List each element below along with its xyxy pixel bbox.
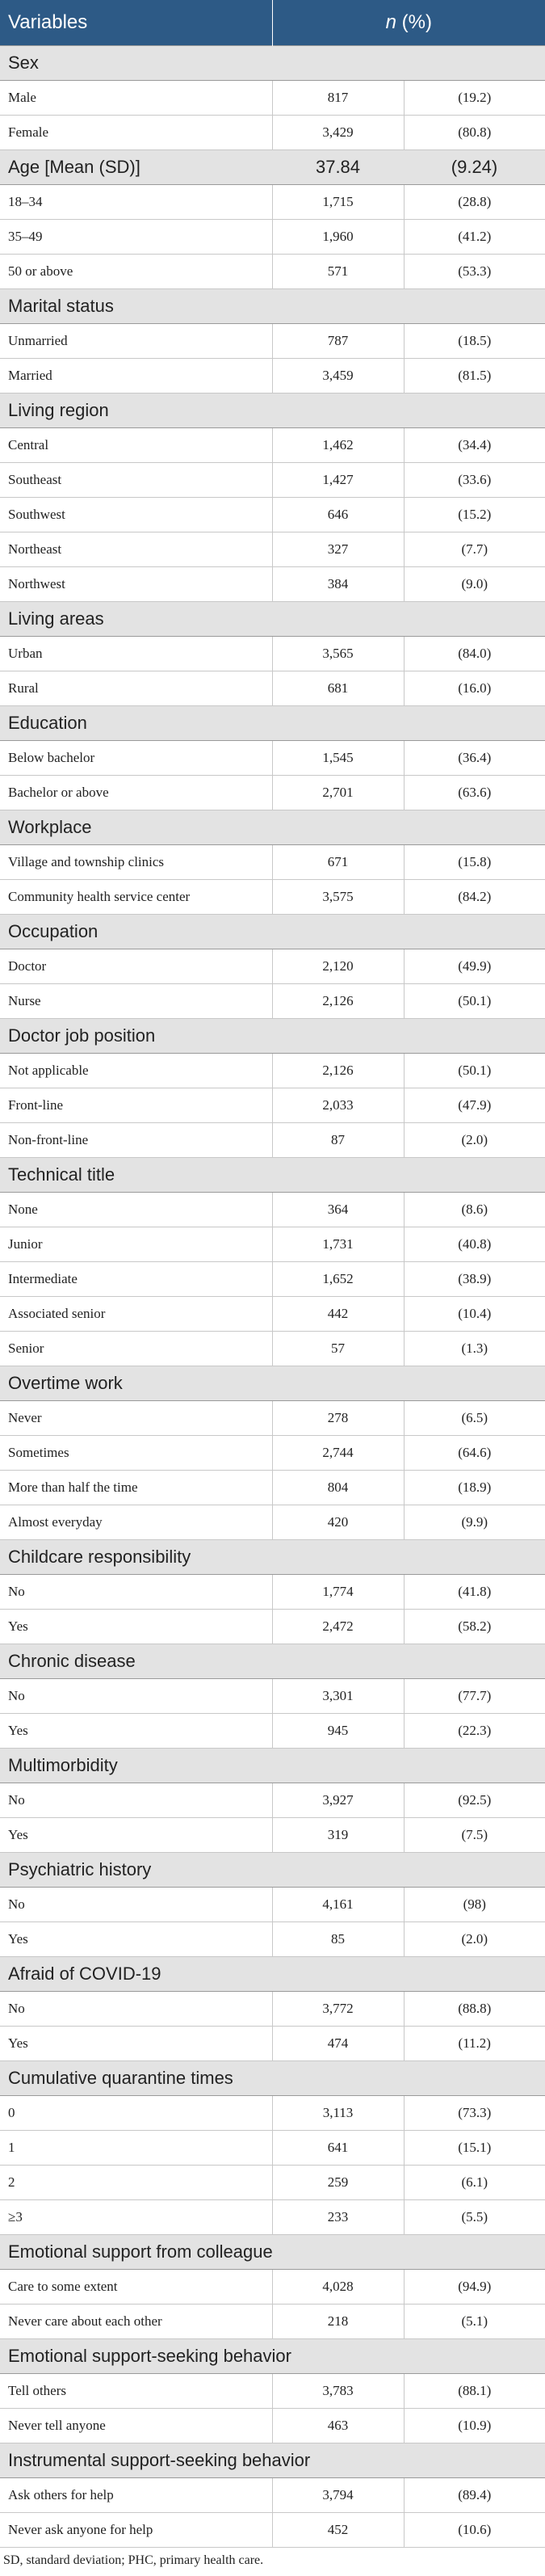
- row-label: Never: [0, 1401, 272, 1436]
- row-n-value: 384: [272, 567, 404, 602]
- row-n-value: 259: [272, 2166, 404, 2200]
- table-row: [0, 1123, 545, 1158]
- table-row: [0, 671, 545, 706]
- row-n-value: 2,126: [272, 1054, 404, 1088]
- table-row: [0, 1471, 545, 1505]
- section-title: Emotional support-seeking behavior: [0, 2339, 545, 2374]
- row-label: Sometimes: [0, 1436, 272, 1471]
- table-row: [0, 1505, 545, 1540]
- row-pct-value: (92.5): [404, 1783, 545, 1818]
- row-pct-value: (84.0): [404, 637, 545, 671]
- row-label: Intermediate: [0, 1262, 272, 1297]
- row-pct-value: (47.9): [404, 1088, 545, 1123]
- row-label: Southwest: [0, 498, 272, 532]
- row-pct-value: (36.4): [404, 741, 545, 776]
- table-row: [0, 359, 545, 394]
- section-title: Instrumental support-seeking behavior: [0, 2443, 545, 2478]
- row-pct-value: (94.9): [404, 2270, 545, 2305]
- row-pct-value: (63.6): [404, 776, 545, 810]
- table-row: [0, 1888, 545, 1922]
- table-row: [0, 81, 545, 116]
- row-pct-value: (10.9): [404, 2409, 545, 2443]
- row-n-value: 278: [272, 1401, 404, 1436]
- table-row: [0, 1401, 545, 1436]
- row-label: Northwest: [0, 567, 272, 602]
- row-label: Doctor: [0, 949, 272, 984]
- row-pct-value: (5.5): [404, 2200, 545, 2235]
- row-pct-value: (73.3): [404, 2096, 545, 2131]
- row-label: No: [0, 1679, 272, 1714]
- section-header-row: [0, 1540, 545, 1575]
- section-title: Technical title: [0, 1158, 545, 1193]
- section-title: Sex: [0, 46, 545, 81]
- row-n-value: 3,301: [272, 1679, 404, 1714]
- row-label: No: [0, 1575, 272, 1610]
- row-pct-value: (50.1): [404, 1054, 545, 1088]
- row-label: 2: [0, 2166, 272, 2200]
- row-n-value: 87: [272, 1123, 404, 1158]
- row-pct-value: (28.8): [404, 185, 545, 220]
- row-pct-value: (10.4): [404, 1297, 545, 1332]
- row-n-value: 3,113: [272, 2096, 404, 2131]
- section-header-row: [0, 1853, 545, 1888]
- row-pct-value: (5.1): [404, 2305, 545, 2339]
- table-row: [0, 2200, 545, 2235]
- row-n-value: 474: [272, 2027, 404, 2061]
- row-label: Bachelor or above: [0, 776, 272, 810]
- table-row: [0, 1262, 545, 1297]
- row-label: 18–34: [0, 185, 272, 220]
- row-label: Non-front-line: [0, 1123, 272, 1158]
- table-row: [0, 2478, 545, 2513]
- row-pct-value: (84.2): [404, 880, 545, 915]
- row-label: Below bachelor: [0, 741, 272, 776]
- table-row: [0, 2374, 545, 2409]
- table-row: [0, 2131, 545, 2166]
- section-title: Marital status: [0, 289, 545, 324]
- table-row: [0, 949, 545, 984]
- row-pct-value: (38.9): [404, 1262, 545, 1297]
- row-pct-value: (50.1): [404, 984, 545, 1019]
- row-n-value: 817: [272, 81, 404, 116]
- row-pct-value: (88.8): [404, 1992, 545, 2027]
- row-label: Yes: [0, 1818, 272, 1853]
- row-n-value: 327: [272, 532, 404, 567]
- table-row: [0, 845, 545, 880]
- section-header-row: [0, 915, 545, 949]
- section-header-row: [0, 1158, 545, 1193]
- row-pct-value: (33.6): [404, 463, 545, 498]
- row-n-value: 2,701: [272, 776, 404, 810]
- row-n-value: 452: [272, 2513, 404, 2548]
- row-n-value: 641: [272, 2131, 404, 2166]
- section-title: Chronic disease: [0, 1644, 545, 1679]
- row-label: Associated senior: [0, 1297, 272, 1332]
- section-title: Workplace: [0, 810, 545, 845]
- row-label: Never care about each other: [0, 2305, 272, 2339]
- row-n-value: 671: [272, 845, 404, 880]
- section-header-row: [0, 2061, 545, 2096]
- row-label: Ask others for help: [0, 2478, 272, 2513]
- section-title: Psychiatric history: [0, 1853, 545, 1888]
- section-header-row: [0, 2235, 545, 2270]
- section-title: Overtime work: [0, 1366, 545, 1401]
- row-label: Care to some extent: [0, 2270, 272, 2305]
- table-row: [0, 220, 545, 255]
- table-row: [0, 1193, 545, 1227]
- row-pct-value: (6.5): [404, 1401, 545, 1436]
- row-n-value: 2,120: [272, 949, 404, 984]
- table-row: [0, 428, 545, 463]
- row-label: Senior: [0, 1332, 272, 1366]
- section-title: Cumulative quarantine times: [0, 2061, 545, 2096]
- section-header-row: [0, 2339, 545, 2374]
- row-pct-value: (89.4): [404, 2478, 545, 2513]
- row-pct-value: (7.5): [404, 1818, 545, 1853]
- row-pct-value: (18.5): [404, 324, 545, 359]
- row-pct-value: (10.6): [404, 2513, 545, 2548]
- row-pct-value: (18.9): [404, 1471, 545, 1505]
- table-row: [0, 880, 545, 915]
- table-row: [0, 1922, 545, 1957]
- row-label: Urban: [0, 637, 272, 671]
- row-n-value: 787: [272, 324, 404, 359]
- row-n-value: 420: [272, 1505, 404, 1540]
- row-n-value: 3,927: [272, 1783, 404, 1818]
- row-n-value: 1,462: [272, 428, 404, 463]
- table-row: [0, 2513, 545, 2548]
- row-label: Community health service center: [0, 880, 272, 915]
- table-row: [0, 1332, 545, 1366]
- row-pct-value: (80.8): [404, 116, 545, 150]
- row-pct-value: (77.7): [404, 1679, 545, 1714]
- table-row: [0, 463, 545, 498]
- table-body: [0, 46, 545, 2548]
- row-n-value: 218: [272, 2305, 404, 2339]
- section-title: Occupation: [0, 915, 545, 949]
- row-label: Married: [0, 359, 272, 394]
- table-row: [0, 2166, 545, 2200]
- row-pct-value: (2.0): [404, 1922, 545, 1957]
- section-title: Age [Mean (SD)]: [0, 150, 272, 185]
- row-n-value: 3,565: [272, 637, 404, 671]
- table-row: [0, 2270, 545, 2305]
- section-title: Education: [0, 706, 545, 741]
- row-n-value: 3,459: [272, 359, 404, 394]
- table-row: [0, 984, 545, 1019]
- header-variables: Variables: [0, 0, 272, 46]
- row-n-value: 3,794: [272, 2478, 404, 2513]
- table-row: [0, 1610, 545, 1644]
- row-n-value: 1,774: [272, 1575, 404, 1610]
- row-n-value: 1,427: [272, 463, 404, 498]
- row-pct-value: (64.6): [404, 1436, 545, 1471]
- section-title: Doctor job position: [0, 1019, 545, 1054]
- row-label: Yes: [0, 2027, 272, 2061]
- section-header-row: [0, 394, 545, 428]
- row-pct-value: (15.1): [404, 2131, 545, 2166]
- row-pct-value: (58.2): [404, 1610, 545, 1644]
- row-n-value: 1,960: [272, 220, 404, 255]
- row-label: Yes: [0, 1610, 272, 1644]
- row-label: Front-line: [0, 1088, 272, 1123]
- row-n-value: 3,772: [272, 1992, 404, 2027]
- row-pct-value: (40.8): [404, 1227, 545, 1262]
- section-header-row: [0, 1749, 545, 1783]
- row-n-value: 681: [272, 671, 404, 706]
- section-header-row: [0, 289, 545, 324]
- row-pct-value: (6.1): [404, 2166, 545, 2200]
- section-title: Afraid of COVID-19: [0, 1957, 545, 1992]
- row-pct-value: (41.8): [404, 1575, 545, 1610]
- table-row: [0, 741, 545, 776]
- row-n-value: 2,744: [272, 1436, 404, 1471]
- row-n-value: 1,652: [272, 1262, 404, 1297]
- table-row: [0, 2027, 545, 2061]
- section-title: Living region: [0, 394, 545, 428]
- row-n-value: 463: [272, 2409, 404, 2443]
- table-row: [0, 2096, 545, 2131]
- row-label: Yes: [0, 1922, 272, 1957]
- row-pct-value: (53.3): [404, 255, 545, 289]
- row-label: Central: [0, 428, 272, 463]
- table-row: [0, 1436, 545, 1471]
- table-row: [0, 2409, 545, 2443]
- section-title: Multimorbidity: [0, 1749, 545, 1783]
- row-label: More than half the time: [0, 1471, 272, 1505]
- row-label: Female: [0, 116, 272, 150]
- row-n-value: 364: [272, 1193, 404, 1227]
- row-label: Northeast: [0, 532, 272, 567]
- row-n-value: 442: [272, 1297, 404, 1332]
- row-label: Yes: [0, 1714, 272, 1749]
- header-n-percent: [272, 0, 545, 46]
- row-n-value: 4,028: [272, 2270, 404, 2305]
- row-n-value: 1,715: [272, 185, 404, 220]
- section-header-row: [0, 46, 545, 81]
- row-n-value: 646: [272, 498, 404, 532]
- row-pct-value: (15.8): [404, 845, 545, 880]
- table-row: [0, 1297, 545, 1332]
- table-row: [0, 324, 545, 359]
- row-pct-value: (11.2): [404, 2027, 545, 2061]
- row-n-value: 2,472: [272, 1610, 404, 1644]
- table-row: [0, 116, 545, 150]
- row-n-value: 85: [272, 1922, 404, 1957]
- row-pct-value: (88.1): [404, 2374, 545, 2409]
- row-pct-value: (49.9): [404, 949, 545, 984]
- row-n-value: 2,033: [272, 1088, 404, 1123]
- table-row: [0, 567, 545, 602]
- section-title: Childcare responsibility: [0, 1540, 545, 1575]
- table-row: [0, 776, 545, 810]
- row-pct-value: (7.7): [404, 532, 545, 567]
- table-row: [0, 498, 545, 532]
- row-label: 1: [0, 2131, 272, 2166]
- table-row: [0, 1054, 545, 1088]
- row-label: 35–49: [0, 220, 272, 255]
- row-pct-value: (16.0): [404, 671, 545, 706]
- section-header-row: [0, 1644, 545, 1679]
- row-n-value: 2,126: [272, 984, 404, 1019]
- row-pct-value: (2.0): [404, 1123, 545, 1158]
- table-row: [0, 1818, 545, 1853]
- row-label: None: [0, 1193, 272, 1227]
- section-n-value: 37.84: [272, 150, 404, 185]
- section-title: Living areas: [0, 602, 545, 637]
- row-pct-value: (9.9): [404, 1505, 545, 1540]
- row-n-value: 571: [272, 255, 404, 289]
- table-row: [0, 637, 545, 671]
- row-label: Not applicable: [0, 1054, 272, 1088]
- table-row: [0, 185, 545, 220]
- table-header: [0, 0, 545, 46]
- row-pct-value: (19.2): [404, 81, 545, 116]
- row-pct-value: (22.3): [404, 1714, 545, 1749]
- row-label: 0: [0, 2096, 272, 2131]
- row-label: Never tell anyone: [0, 2409, 272, 2443]
- row-pct-value: (41.2): [404, 220, 545, 255]
- row-label: Unmarried: [0, 324, 272, 359]
- table-row: [0, 1088, 545, 1123]
- table-row: [0, 1679, 545, 1714]
- section-pct-value: (9.24): [404, 150, 545, 185]
- section-header-row: [0, 2443, 545, 2478]
- table-row: [0, 532, 545, 567]
- row-pct-value: (9.0): [404, 567, 545, 602]
- table-footnote: SD, standard deviation; PHC, primary health care.: [3, 2553, 264, 2567]
- row-label: Never ask anyone for help: [0, 2513, 272, 2548]
- row-pct-value: (15.2): [404, 498, 545, 532]
- row-pct-value: (98): [404, 1888, 545, 1922]
- table-row: [0, 1714, 545, 1749]
- row-label: Male: [0, 81, 272, 116]
- row-label: ≥3: [0, 2200, 272, 2235]
- section-header-row: [0, 1019, 545, 1054]
- section-header-row: [0, 810, 545, 845]
- row-label: No: [0, 1783, 272, 1818]
- row-n-value: 4,161: [272, 1888, 404, 1922]
- row-n-value: 3,575: [272, 880, 404, 915]
- section-header-row: [0, 706, 545, 741]
- section-header-row: [0, 1957, 545, 1992]
- section-header-row: [0, 1366, 545, 1401]
- row-pct-value: (34.4): [404, 428, 545, 463]
- row-label: 50 or above: [0, 255, 272, 289]
- row-label: Nurse: [0, 984, 272, 1019]
- row-pct-value: (1.3): [404, 1332, 545, 1366]
- header-pct: (%): [396, 11, 432, 33]
- row-label: Almost everyday: [0, 1505, 272, 1540]
- row-n-value: 3,783: [272, 2374, 404, 2409]
- row-label: No: [0, 1888, 272, 1922]
- row-n-value: 804: [272, 1471, 404, 1505]
- section-title: Emotional support from colleague: [0, 2235, 545, 2270]
- section-header-row: [0, 150, 545, 185]
- row-n-value: 1,731: [272, 1227, 404, 1262]
- header-n: n: [385, 11, 396, 33]
- row-n-value: 57: [272, 1332, 404, 1366]
- row-n-value: 1,545: [272, 741, 404, 776]
- row-label: No: [0, 1992, 272, 2027]
- table-row: [0, 2305, 545, 2339]
- row-n-value: 233: [272, 2200, 404, 2235]
- row-label: Southeast: [0, 463, 272, 498]
- table-row: [0, 1227, 545, 1262]
- row-label: Junior: [0, 1227, 272, 1262]
- table-row: [0, 1992, 545, 2027]
- row-label: Rural: [0, 671, 272, 706]
- section-header-row: [0, 602, 545, 637]
- row-n-value: 945: [272, 1714, 404, 1749]
- row-pct-value: (8.6): [404, 1193, 545, 1227]
- table-row: [0, 1575, 545, 1610]
- row-label: Village and township clinics: [0, 845, 272, 880]
- row-label: Tell others: [0, 2374, 272, 2409]
- row-pct-value: (81.5): [404, 359, 545, 394]
- table-row: [0, 1783, 545, 1818]
- row-n-value: 3,429: [272, 116, 404, 150]
- table-row: [0, 255, 545, 289]
- row-n-value: 319: [272, 1818, 404, 1853]
